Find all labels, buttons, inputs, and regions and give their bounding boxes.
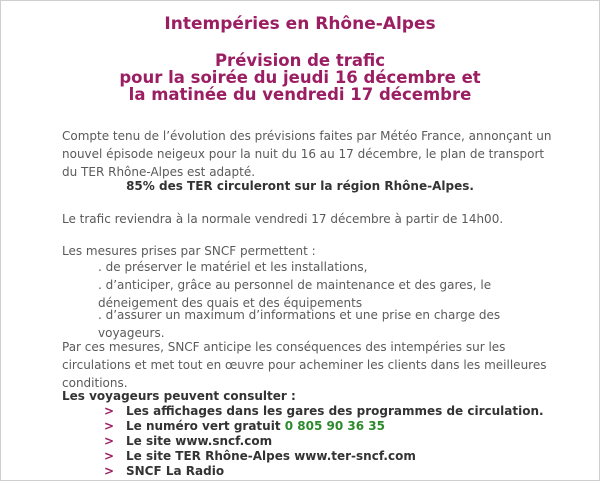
subtitle-line-2: pour la soirée du jeudi 16 décembre et — [119, 68, 481, 87]
intro-paragraph: Compte tenu de l’évolution des prévisions faites par Météo France, annonçant un nouvel épisode neigeux pour la nuit du 16 au 17 décembre, le plan de transport du TER Rhône-Alpes est adapté. — [62, 129, 552, 179]
subtitle-line-1: Prévision de trafic — [214, 51, 386, 70]
measure-item: . d’anticiper, grâce au personnel de maintenance et des gares, le déneigement des quais et des équipements — [98, 278, 492, 310]
page-subtitle — [0, 52, 600, 103]
ter-site-link[interactable]: Le site TER Rhône-Alpes www.ter-sncf.com — [126, 449, 416, 463]
highlight-paragraph: 85% des TER circuleront sur la région Rhône-Alpes. — [126, 179, 474, 193]
resource-item — [104, 464, 224, 478]
resource-item — [104, 434, 272, 448]
toll-free-number[interactable]: 0 805 90 36 35 — [284, 419, 385, 433]
resource-label: Les affichages dans les gares des programmes de circulation. — [126, 404, 544, 418]
measure-item: . d’assurer un maximum d’informations et une prise en charge des voyageurs. — [98, 308, 501, 340]
page-title: Intempéries en Rhône-Alpes — [164, 14, 436, 34]
conclusion-paragraph: Par ces mesures, SNCF anticipe les conséquences des intempéries sur les circulations et met tout en œuvre pour acheminer les clients dans les meilleures conditions. — [62, 340, 547, 390]
sncf-radio-link[interactable]: SNCF La Radio — [126, 464, 225, 478]
measures-heading: Les mesures prises par SNCF permettent : — [62, 244, 316, 258]
measure-item: . de préserver le matériel et les installations, — [98, 260, 368, 274]
resource-item — [104, 449, 416, 463]
subtitle-line-3: la matinée du vendredi 17 décembre — [128, 85, 472, 104]
consult-heading: Les voyageurs peuvent consulter : — [62, 389, 296, 403]
bullet-arrow-icon: > — [104, 404, 115, 418]
bullet-arrow-icon: > — [104, 434, 115, 448]
resource-item — [104, 419, 385, 433]
return-normal-paragraph: Le trafic reviendra à la normale vendredi 17 décembre à partir de 14h00. — [62, 212, 504, 226]
bullet-arrow-icon: > — [104, 419, 115, 433]
resource-item — [104, 404, 544, 418]
sncf-site-link[interactable]: Le site www.sncf.com — [126, 434, 273, 448]
bullet-arrow-icon: > — [104, 464, 115, 478]
bullet-arrow-icon: > — [104, 449, 115, 463]
resource-label: Le numéro vert gratuit — [126, 419, 281, 433]
